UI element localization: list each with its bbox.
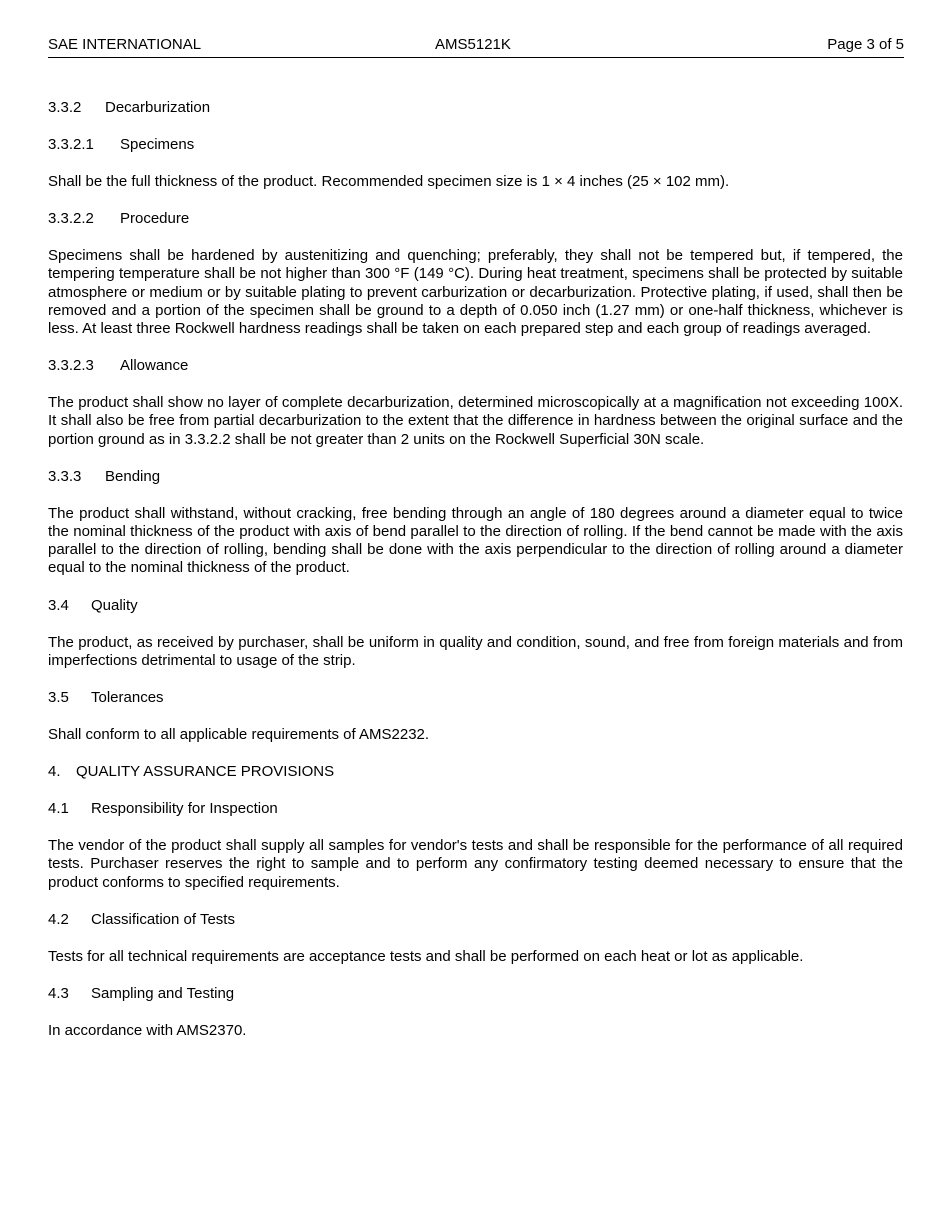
- section-number: 3.3.2.1: [48, 136, 94, 153]
- section-number: 4.1: [48, 800, 69, 818]
- section-title: Bending: [105, 467, 161, 485]
- paragraph: Shall conform to all applicable requirements of AMS2232.: [48, 726, 430, 744]
- document-body: [48, 99, 903, 1059]
- header-page-number: Page 3 of 5: [827, 36, 904, 53]
- header-document-id: AMS5121K: [435, 36, 511, 53]
- paragraph: Shall be the full thickness of the product. Recommended specimen size is 1 × 4 inches (25 × 102 mm).: [48, 173, 730, 190]
- paragraph: The vendor of the product shall supply all samples for vendor's tests and shall be responsible for the performance of all required tests. Purchaser reserves the right to sample and to perform any confirmatory testing deemed necessary to ensure that the product conforms to specified requirements.: [48, 837, 903, 891]
- section-title: Responsibility for Inspection: [91, 800, 278, 818]
- section-heading: [48, 800, 903, 818]
- section-number: 3.3.2: [48, 99, 82, 116]
- section-title: Decarburization: [105, 99, 211, 116]
- section-number: 3.3.2.2: [48, 210, 94, 228]
- section-number: 4.3: [48, 985, 69, 1003]
- paragraph: The product shall withstand, without cracking, free bending through an angle of 180 degrees around a diameter equal to twice the nominal thickness of the product with axis of bend parallel to the direction of rolling. If the bend cannot be made with the axis parallel to the direction of rolling, bending shall be done with the axis perpendicular to the direction of rolling around a diameter equal to the nominal thickness of the product.: [48, 504, 903, 577]
- section-title: Specimens: [120, 136, 195, 153]
- section-number: 3.5: [48, 689, 69, 707]
- section-heading: [48, 99, 903, 117]
- section-title: QUALITY ASSURANCE PROVISIONS: [76, 763, 335, 781]
- section-number: 4.2: [48, 910, 69, 928]
- header-organization: SAE INTERNATIONAL: [48, 36, 202, 53]
- section-title: Classification of Tests: [91, 910, 235, 928]
- section-heading: [48, 985, 903, 1003]
- section-title: Tolerances: [91, 689, 164, 707]
- section-number: 4.: [48, 763, 61, 781]
- section-heading: [48, 136, 903, 154]
- paragraph: In accordance with AMS2370.: [48, 1022, 247, 1040]
- section-heading: [48, 597, 903, 615]
- section-title: Sampling and Testing: [91, 985, 235, 1003]
- paragraph: The product, as received by purchaser, shall be uniform in quality and condition, sound, and free from foreign materials and from imperfections detrimental to usage of the strip.: [48, 633, 903, 669]
- section-heading: [48, 689, 903, 707]
- section-number: 3.3.3: [48, 467, 82, 485]
- section-number: 3.3.2.3: [48, 357, 94, 375]
- section-number: 3.4: [48, 596, 69, 614]
- section-heading: [48, 210, 903, 228]
- section-title: Quality: [91, 596, 138, 614]
- paragraph: Specimens shall be hardened by austenitizing and quenching; preferably, they shall not be tempered but, if tempered, the tempering temperature shall be not higher than 300 °F (149 °C). During heat treatment, specimens shall be protected by suitable atmosphere or medium or by suitable plating to prevent carburization or decarburization. Protective plating, if used, shall then be removed and a portion of the specimen shall be ground to a depth of 0.050 inch (1.27 mm) or one-half thickness, whichever is less. At least three Rockwell hardness readings shall be taken on each prepared step and each group of readings averaged.: [48, 247, 903, 338]
- section-title: Allowance: [120, 357, 189, 375]
- paragraph: Tests for all technical requirements are acceptance tests and shall be performed on each heat or lot as applicable.: [48, 947, 804, 965]
- section-heading: [48, 911, 903, 929]
- section-heading: [48, 763, 903, 781]
- section-title: Procedure: [120, 210, 190, 228]
- page-header: [48, 35, 904, 58]
- section-heading: [48, 468, 903, 486]
- paragraph: The product shall show no layer of complete decarburization, determined microscopically at a magnification not exceeding 100X. It shall also be free from partial decarburization to the extent that the difference in hardness between the original surface and the portion ground as in 3.3.2.2 shall be not greater than 2 units on the Rockwell Superficial 30N scale.: [48, 394, 903, 448]
- section-heading: [48, 357, 903, 375]
